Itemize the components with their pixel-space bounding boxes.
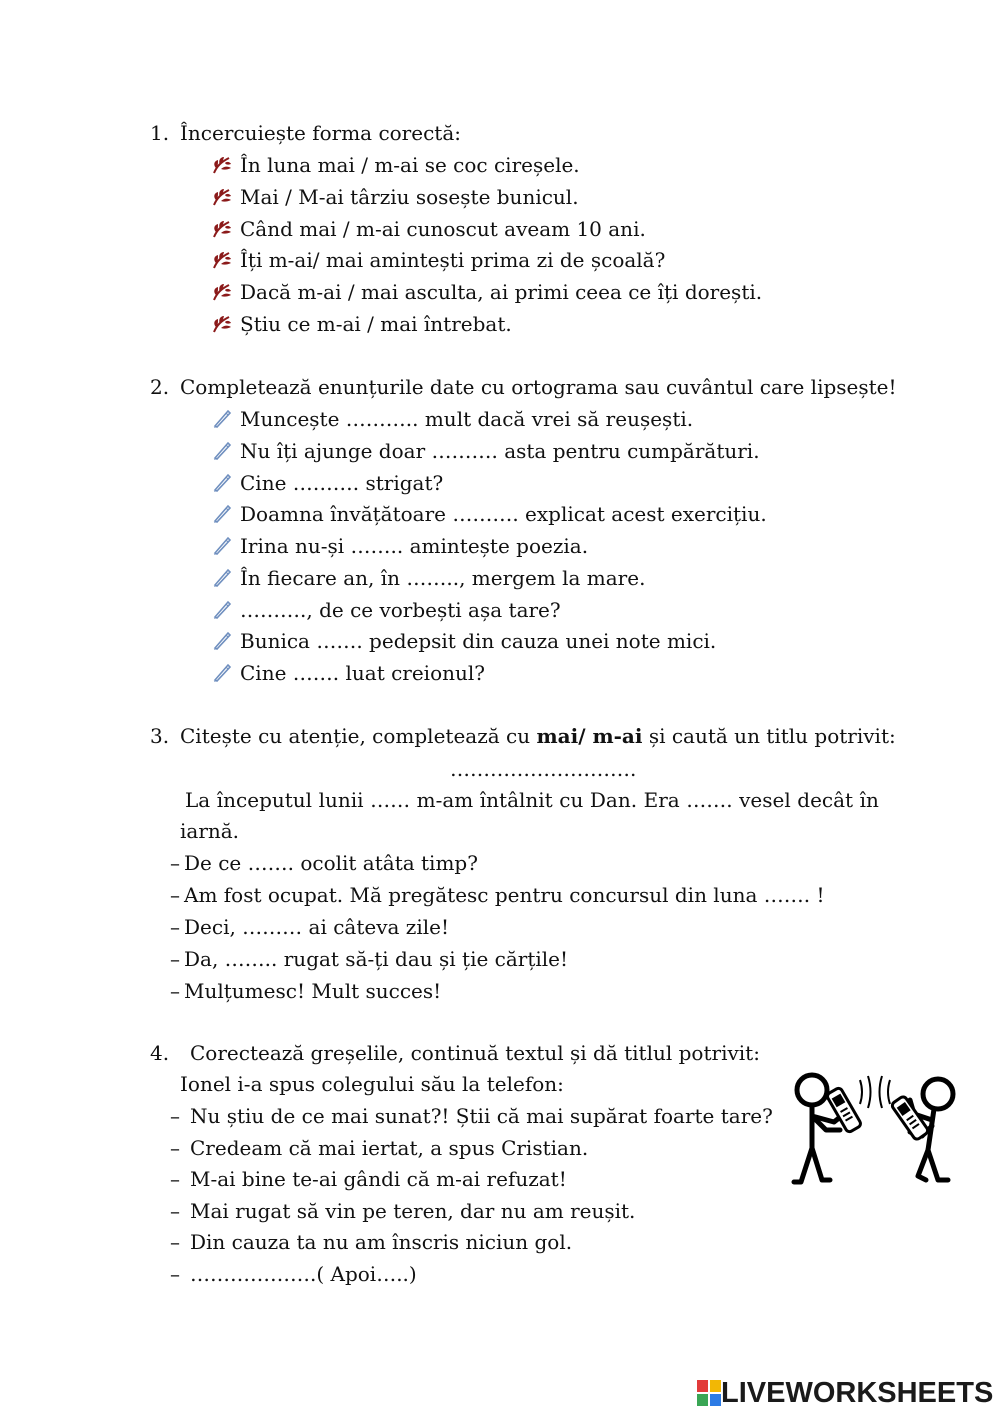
section2-item[interactable]: Cine ……. luat creionul? — [240, 661, 485, 685]
dialog-dash: – — [170, 1136, 180, 1160]
section4-dialog-line[interactable]: Mai rugat să vin pe teren, dar nu am reușit. — [190, 1199, 636, 1223]
section2-item[interactable]: Doamna învățătoare ………. explicat acest exercițiu. — [240, 502, 767, 526]
section1-number: 1. — [150, 121, 170, 145]
leaf-bullet-icon — [211, 218, 233, 240]
dialog-dash: – — [170, 1199, 180, 1223]
section3-paragraph-line1 — [185, 787, 879, 813]
dialog-dash: – — [170, 1167, 180, 1191]
dialog-dash: – — [170, 883, 180, 907]
section3-dialog-line[interactable]: Am fost ocupat. Mă pregătesc pentru concursul din luna ……. ! — [184, 883, 825, 907]
dialog-dash: – — [170, 1104, 180, 1128]
paragraph-word: întâlnit — [479, 788, 553, 812]
liveworksheets-logo[interactable] — [697, 1376, 993, 1410]
section4-dialog-line[interactable]: Nu știu de ce mai sunat?! Știi că mai supărat foarte tare? — [190, 1104, 773, 1128]
section1-item[interactable]: Dacă m-ai / mai asculta, ai primi ceea ce îți dorești. — [240, 280, 763, 304]
dialog-dash: – — [170, 1230, 180, 1254]
section4-title: Corectează greșelile, continuă textul și dă titlul potrivit: — [190, 1041, 760, 1065]
section4-number: 4. — [150, 1041, 170, 1065]
paragraph-word: ……. — [686, 788, 733, 812]
pen-bullet-icon — [211, 439, 233, 461]
leaf-bullet-icon — [211, 249, 233, 271]
section4-dialog-line[interactable]: Din cauza ta nu am înscris niciun gol. — [190, 1230, 573, 1254]
section3-number: 3. — [150, 724, 170, 748]
section3-paragraph-line2: iarnă. — [180, 819, 240, 843]
paragraph-word: vesel — [739, 788, 791, 812]
paragraph-word: lunii — [318, 788, 364, 812]
section1-item[interactable]: Când mai / m-ai cunoscut aveam 10 ani. — [240, 217, 646, 241]
section3-title-bold: mai/ m-ai — [536, 724, 643, 748]
paragraph-word: începutul — [216, 788, 313, 812]
paragraph-word: în — [859, 788, 879, 812]
section2-item[interactable]: Irina nu-și …….. amintește poezia. — [240, 534, 589, 558]
section3-dialog-line[interactable]: Da, …….. rugat să-ți dau și ție cărțile! — [184, 947, 569, 971]
section2-number: 2. — [150, 375, 170, 399]
leaf-bullet-icon — [211, 313, 233, 335]
paragraph-word: Dan. — [589, 788, 638, 812]
paragraph-word: …… — [370, 788, 411, 812]
section2-item[interactable]: În fiecare an, în …….., mergem la mare. — [240, 566, 646, 590]
dialog-dash: – — [170, 851, 180, 875]
section2-item[interactable]: Muncește ……….. mult dacă vrei să reușești. — [240, 407, 694, 431]
section2-item[interactable]: Bunica ……. pedepsit din cauza unei note mici. — [240, 629, 717, 653]
pen-bullet-icon — [211, 534, 233, 556]
section4-intro: Ionel i-a spus colegului său la telefon: — [180, 1072, 564, 1096]
left-phone-icon — [826, 1087, 862, 1133]
paragraph-word: cu — [559, 788, 584, 812]
paragraph-word: Era — [643, 788, 680, 812]
section4-dialog-line[interactable]: M-ai bine te-ai gândi că m-ai refuzat! — [190, 1167, 567, 1191]
liveworksheets-logo-icon — [697, 1378, 721, 1408]
dialog-dash: – — [170, 915, 180, 939]
dialog-dash: – — [170, 947, 180, 971]
paragraph-word: m-am — [416, 788, 474, 812]
sound-waves-icon — [860, 1076, 890, 1108]
paragraph-word: decât — [797, 788, 854, 812]
section2-item[interactable]: ………., de ce vorbești așa tare? — [240, 598, 561, 622]
pen-bullet-icon — [211, 598, 233, 620]
leaf-bullet-icon — [211, 186, 233, 208]
section3-title-before: Citește cu atenție, completează cu — [180, 724, 537, 748]
dialog-dash: – — [170, 979, 180, 1003]
section3-dialog-line[interactable]: De ce ……. ocolit atâta timp? — [184, 851, 478, 875]
dialog-dash: – — [170, 1262, 180, 1286]
section1-item[interactable]: Știu ce m-ai / mai întrebat. — [240, 312, 512, 336]
section3-dialog-line[interactable]: Deci, ……… ai câteva zile! — [184, 915, 449, 939]
section1-title: Încercuiește forma corectă: — [180, 121, 461, 145]
leaf-bullet-icon — [211, 281, 233, 303]
pen-bullet-icon — [211, 407, 233, 429]
section4-dialog-line[interactable]: ……………….( Apoi…..) — [190, 1262, 417, 1286]
section3-title-blank[interactable]: ………………………. — [450, 757, 637, 781]
pen-bullet-icon — [211, 502, 233, 524]
leaf-bullet-icon — [211, 154, 233, 176]
section1-item[interactable]: În luna mai / m-ai se coc cireșele. — [240, 153, 580, 177]
section2-item[interactable]: Cine ………. strigat? — [240, 471, 444, 495]
section2-title: Completează enunțurile date cu ortograma sau cuvântul care lipsește! — [180, 375, 897, 399]
section3-title-after: și caută un titlu potrivit: — [642, 724, 896, 748]
section4-dialog-line[interactable]: Credeam că mai iertat, a spus Cristian. — [190, 1136, 589, 1160]
pen-bullet-icon — [211, 661, 233, 683]
section3-title — [180, 723, 896, 749]
section3-dialog-line[interactable]: Mulțumesc! Mult succes! — [184, 979, 442, 1003]
section1-item[interactable]: Îți m-ai/ mai amintești prima zi de școală? — [240, 248, 666, 272]
liveworksheets-logo-text: LIVEWORKSHEETS — [721, 1376, 994, 1409]
phone-call-illustration — [788, 1070, 966, 1188]
section2-item[interactable]: Nu îți ajunge doar ………. asta pentru cumpărături. — [240, 439, 760, 463]
section1-item[interactable]: Mai / M-ai târziu sosește bunicul. — [240, 185, 579, 209]
pen-bullet-icon — [211, 629, 233, 651]
pen-bullet-icon — [211, 566, 233, 588]
paragraph-word: La — [185, 788, 211, 812]
pen-bullet-icon — [211, 471, 233, 493]
